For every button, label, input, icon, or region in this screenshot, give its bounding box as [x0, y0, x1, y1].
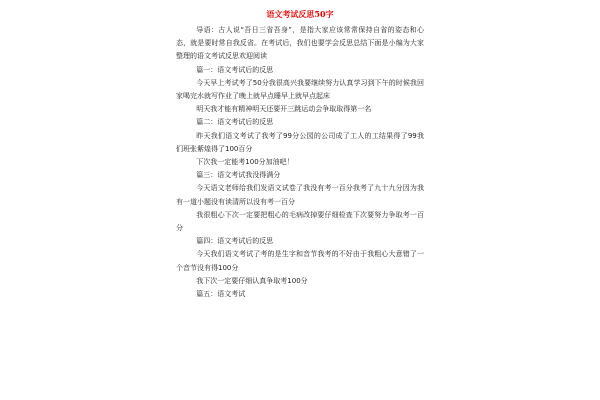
paragraph: 今天早上考试考了50分我很高兴我要继续努力认真学习到下午的时候我回家喝完水就写作业了晚上就早点睡早上就早点起床 — [176, 78, 424, 101]
section-heading: 篇四：语文考试后的反思 — [196, 237, 274, 246]
section-heading: 篇二：语文考试后的反思 — [196, 118, 274, 127]
section-heading: 篇五：语文考试 — [196, 290, 246, 299]
document-page — [176, 8, 424, 301]
section-heading: 篇一：语文考试后的反思 — [196, 65, 274, 74]
paragraph: 今天语文老师给我们发语文试卷了我没有考一百分我考了九十九分因为我有一道小题没有读清所以没有考一百分 — [176, 184, 424, 206]
paragraph: 明天我才能有精神明天还要开三跳运动会争取取得第一名 — [196, 105, 372, 114]
paragraph: 昨天我们语文考试了我考了99分公园的公司成了工人的工结果得了99我们班张紫煌得了100百分 — [176, 131, 424, 153]
document-body — [176, 24, 424, 301]
paragraph: 下次我一定能考100分加油吧！ — [196, 158, 294, 167]
paragraph: 今天我们语文考试了考的是生字和音节我考的不好由于我粗心大意错了一个音节没有得100分 — [176, 250, 424, 272]
paragraph: 导语：古人说“吾日三省吾身”，是指大家应该常常保持自省的姿态和心态，就是要时常自我反省。在考试后，我们也要学会反思总结下面是小编为大家整理的语文考试反思欢迎阅读 — [176, 26, 424, 61]
paragraph: 我下次一定要仔细认真争取考100分 — [196, 276, 308, 285]
paragraph: 我很粗心下次一定要把粗心的毛病改掉要仔细检查下次要努力争取考一百分 — [176, 210, 424, 233]
document-title: 语文考试反思50字 — [266, 9, 334, 19]
section-heading: 篇三：语文考试我没得满分 — [196, 171, 281, 180]
